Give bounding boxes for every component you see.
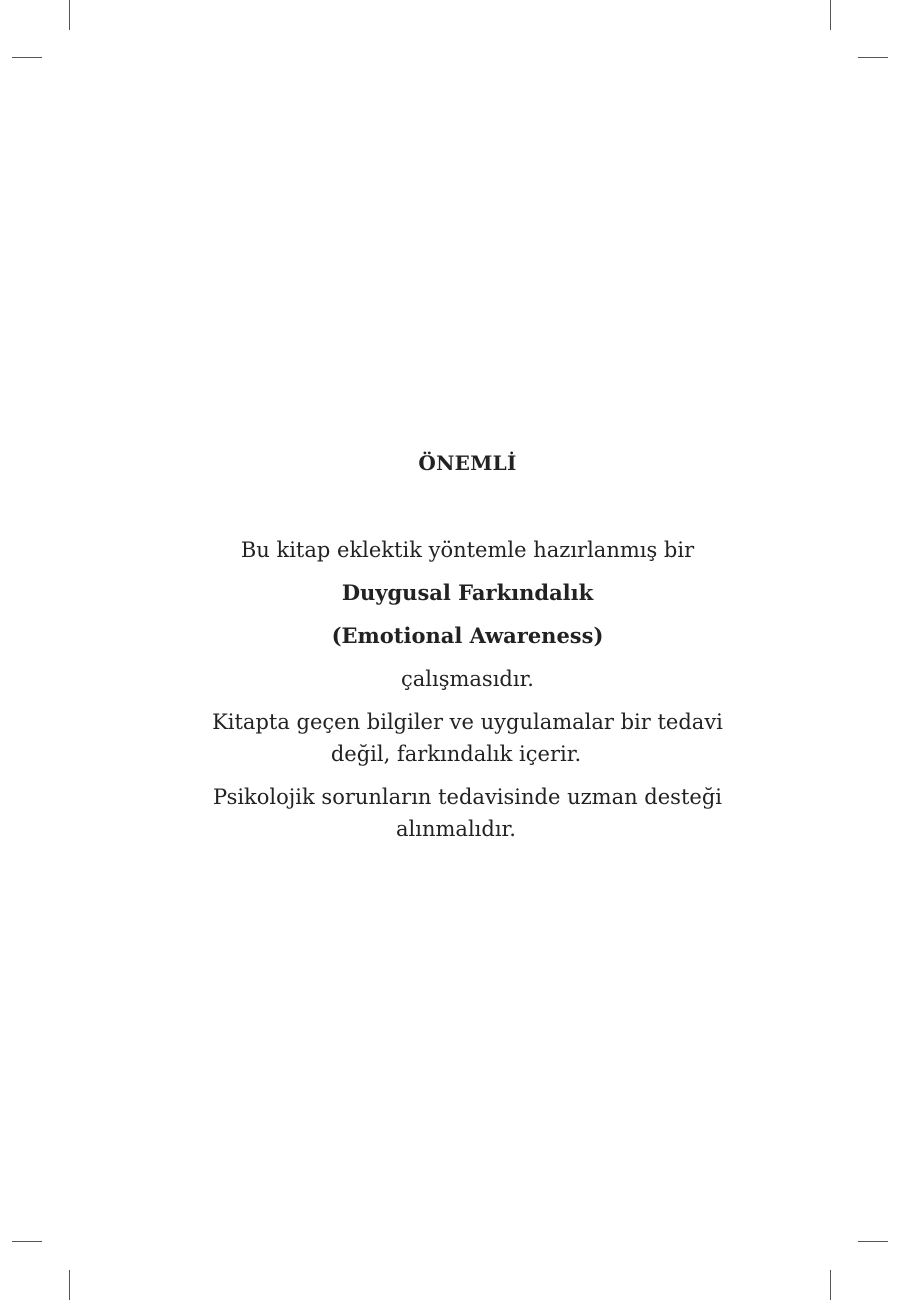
topic-turkish: Duygusal Farkındalık	[341, 580, 594, 605]
crop-mark-bottom-right-horizontal	[858, 1241, 888, 1242]
intro-end-text: çalışmasıdır.	[401, 667, 534, 691]
crop-mark-bottom-left-horizontal	[12, 1241, 42, 1242]
note1-line2: değil, farkındalık içerir.	[330, 742, 582, 766]
note2-line1: Psikolojik sorunların tedavisinde uzman desteği	[213, 785, 722, 809]
page-title: ÖNEMLİ	[418, 451, 517, 475]
crop-mark-bottom-right-vertical	[830, 1270, 831, 1300]
crop-mark-top-left-horizontal	[12, 57, 42, 58]
intro-text: Bu kitap eklektik yöntemle hazırlanmış bir	[240, 538, 695, 562]
note1-line1: Kitapta geçen bilgiler ve uygulamalar bir tedavi	[212, 710, 723, 734]
crop-mark-top-left-vertical	[69, 0, 70, 30]
crop-mark-top-right-vertical	[830, 0, 831, 30]
topic-english: (Emotional Awareness)	[331, 623, 604, 648]
crop-mark-bottom-left-vertical	[69, 1270, 70, 1300]
crop-mark-top-right-horizontal	[858, 57, 888, 58]
note2-line2: alınmalıdır.	[396, 817, 516, 841]
